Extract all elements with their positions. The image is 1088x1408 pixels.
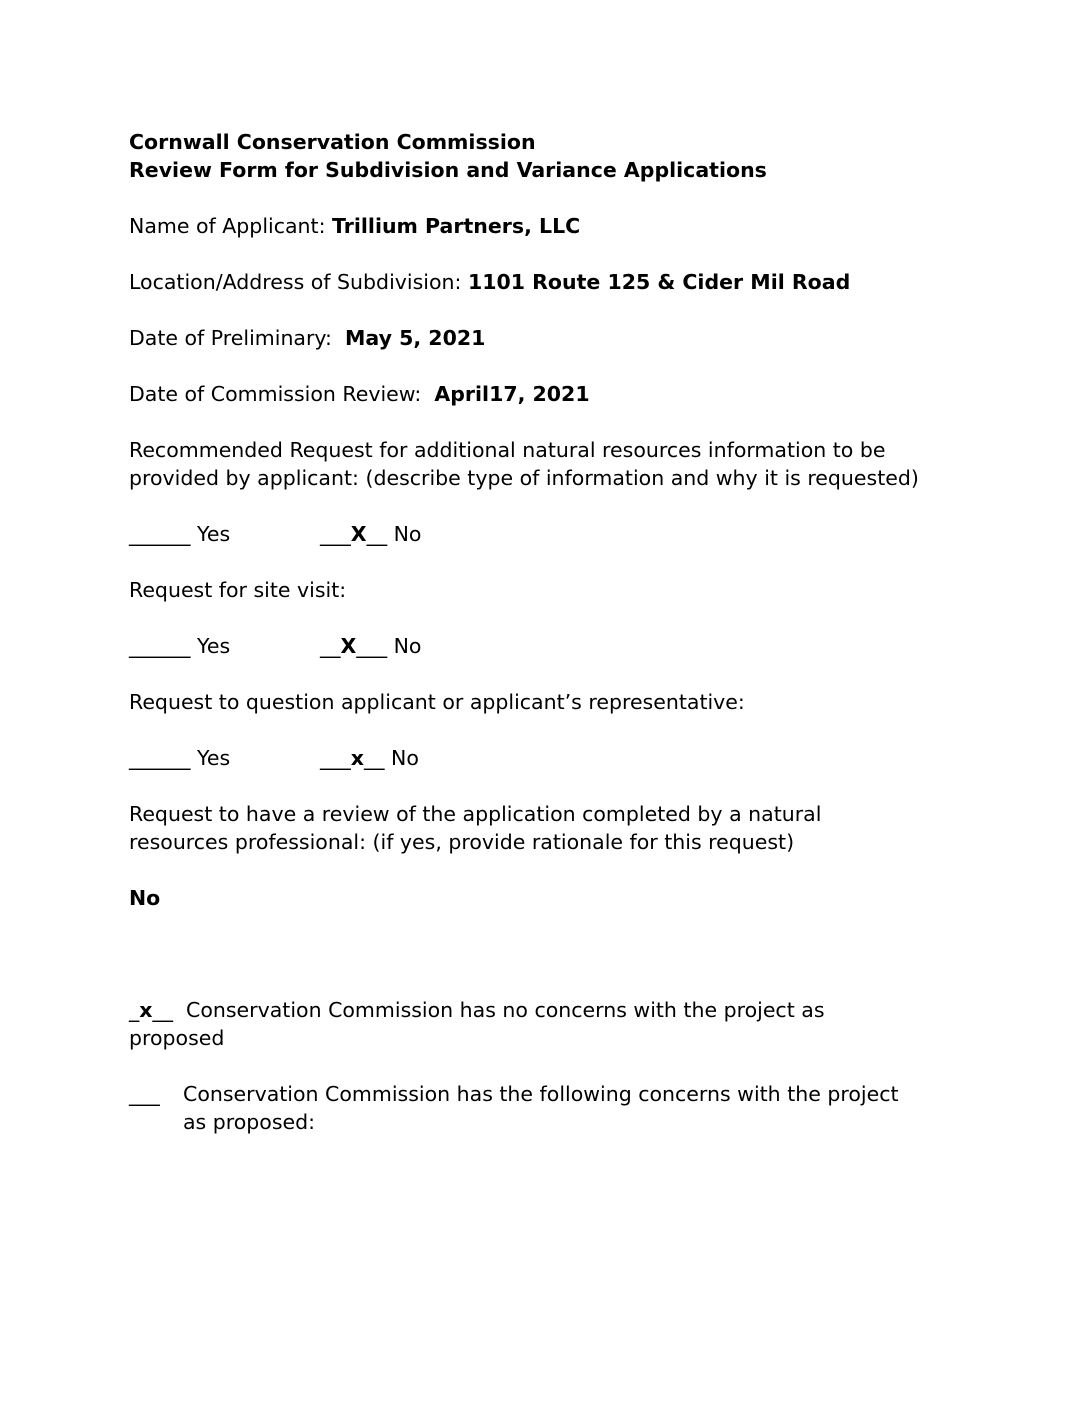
conclusion-option-2-text-cont: as proposed: [183,1110,316,1134]
question-2-text: Request for site visit: [129,578,347,602]
question-3-text: Request to question applicant or applicant’s representative: [129,690,745,714]
question-1-line-2: provided by applicant: (describe type of information and why it is requested) [129,466,919,490]
q1-no-label: No [393,522,422,546]
form-title: Review Form for Subdivision and Variance Applications [129,158,767,182]
q3-no-label: No [391,746,419,770]
conclusion-option-1-text: Conservation Commission has no concerns with the project as [186,998,825,1022]
q3-yes-checkbox[interactable]: ______ Yes [129,746,231,770]
review-date-label: Date of Commission Review: [129,382,422,406]
question-4-answer: No [129,886,161,910]
question-1-options [129,520,489,548]
q2-yes-checkbox[interactable]: ______ Yes [129,634,231,658]
conclusion-option-2-text: Conservation Commission has the following concerns with the project [183,1082,899,1106]
q2-no-mark: X [340,634,357,658]
organization-title: Cornwall Conservation Commission [129,130,536,154]
location-value: 1101 Route 125 & Cider Mil Road [467,270,851,294]
question-4-line-1: Request to have a review of the application completed by a natural [129,802,822,826]
question-4-line-2: resources professional: (if yes, provide rationale for this request) [129,830,795,854]
conclusion-option-1-mark: x [139,998,153,1022]
applicant-field [129,212,580,240]
question-2-options [129,632,489,660]
preliminary-date-value: May 5, 2021 [345,326,486,350]
review-date-field [129,380,590,408]
review-date-value: April17, 2021 [434,382,590,406]
q1-no-checkbox[interactable]: ___X__ No [320,522,422,546]
q2-yes-label: Yes [197,634,231,658]
location-field [129,268,850,296]
applicant-value: Trillium Partners, LLC [332,214,581,238]
q1-yes-checkbox[interactable]: ______ Yes [129,522,231,546]
q3-yes-label: Yes [197,746,231,770]
q3-no-checkbox[interactable]: ___x__ No [320,746,419,770]
preliminary-date-label: Date of Preliminary: [129,326,332,350]
q2-no-label: No [393,634,422,658]
conclusion-option-1-text-cont: proposed [129,1026,225,1050]
q2-no-checkbox[interactable]: __X___ No [320,634,422,658]
q1-no-mark: X [350,522,367,546]
conclusion-option-1[interactable]: _x__ Conservation Commission has no concerns with the project as [129,998,825,1022]
q3-no-mark: x [350,746,364,770]
question-1-line-1: Recommended Request for additional natural resources information to be [129,438,886,462]
question-3-options [129,744,489,772]
preliminary-date-field [129,324,485,352]
location-label: Location/Address of Subdivision: [129,270,462,294]
q1-yes-label: Yes [197,522,231,546]
applicant-label: Name of Applicant: [129,214,326,238]
conclusion-option-2-blank[interactable]: ___ [129,1082,160,1106]
